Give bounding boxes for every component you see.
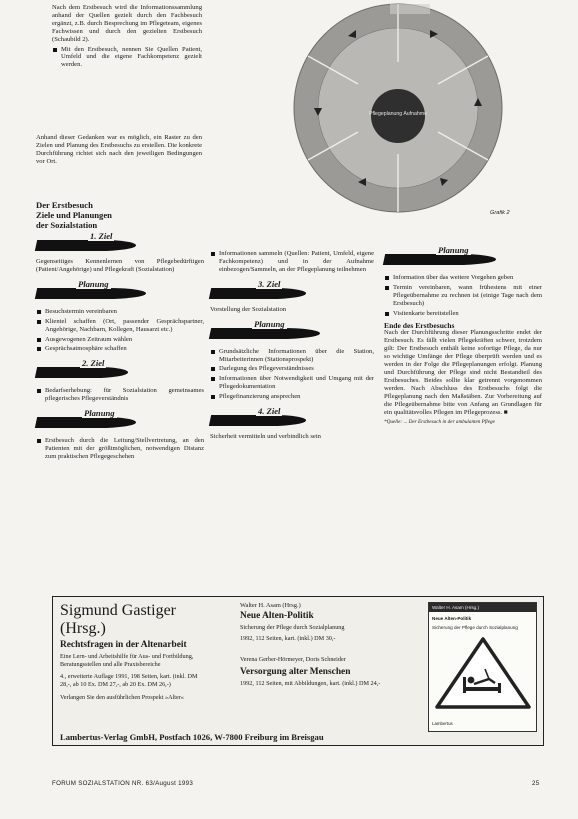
- ende-text-body: Nach der Durchführung dieser Planungsschritte endet der Erstbesuch. Es fällt vielen Pflegekräften schwer, trotzdem gilt: Der Erstbesuch enthält keine sofortige Pflege, da nur so wichtige Umfänge der Pflege überprüft werden und es werden in der Folge die Pflegeplanungen erfolgt. Planung und Durchführung der Pflege sind nicht Bestandteil des Erstbesuches. Beides sollte klar getrennt vorgenommen werden. Nach Abschluss des Erstbesuchs folgt die Pflegeplanung nach den Maßstäben. Zur Vorbereitung auf die Pflegeübernahme bitte von Anfang an Grundlagen für ein qualitätsvolles Pflegen im Pflegeprozess.: [384, 329, 542, 416]
- end-mark: ■: [503, 408, 508, 416]
- ziel-2-item: Bedarfserhebung: für Sozialstation gemeinsames pflegerisches Pflegeverständnis: [36, 387, 204, 403]
- ad-3-price: 1992, 112 Seiten, mit Abbildungen, kart. (inkl.) DM 24,-: [240, 679, 381, 687]
- ende-heading: Ende des Erstbesuchs: [384, 320, 455, 330]
- intro-bullet: Mit den Erstbesuch, nennen Sie Quellen Patient, Umfeld und die eigene Fachkompetenz gezielt werden.: [52, 46, 202, 70]
- ziel-2-brush-heading: [36, 358, 128, 379]
- warning-sign-bed-icon: [429, 633, 536, 713]
- ad-2-title: Neue Alten-Politik: [240, 611, 314, 621]
- ad-3-title: Versorgung alter Menschen: [240, 666, 351, 677]
- planung-4-item: Visitenkarte bereitstellen: [384, 310, 542, 318]
- planung-2-list: [36, 437, 204, 461]
- planung-3-list: [210, 348, 374, 401]
- ziel-4-text: Sicherheit vermitteln und verbindlich sein: [210, 433, 321, 441]
- diagram-caption: Grafik 2: [490, 210, 510, 216]
- planung-2-brush-heading: [36, 408, 136, 429]
- ziel-4-brush-heading: [210, 406, 306, 427]
- planung-3-brush-heading: [210, 318, 320, 340]
- intro-section: [52, 4, 202, 71]
- ad-3-authors: Verena Gerber-Hörmeyer, Doris Schneider: [240, 656, 346, 664]
- ad-1-order-note: Verlangen Sie den ausführlichen Prospekt »Alter«: [60, 694, 184, 702]
- ad-1-title: Rechtsfragen in der Altenarbeit: [60, 640, 187, 650]
- planung-4-item: Termin vereinbaren, wann frühestens mit einer Pflegeübernahme zu rechnen ist (einige Tage nach dem Erstbesuch): [384, 284, 542, 308]
- intro-paragraph-2: Anhand dieser Gedanken war es möglich, ein Raster zu den Zielen und Planung des Erstbesuchs zu erstellen. Die konkrete Durchführung richtet sich nach den jeweiligen Bedingungen vor Ort.: [36, 134, 202, 165]
- planung-3-label: Planung: [254, 318, 285, 329]
- planung-1-item: Besuchstermin vereinbaren: [36, 308, 204, 316]
- planung-3-item: Grundsätzliche Informationen über die Station, Mitarbeiterinnen (Stationsprospekt): [210, 348, 374, 364]
- ad-1-edition: 4., erweiterte Auflage 1991, 198 Seiten, kart. (inkl. DM 28,-, ab 10 Ex. DM 27,-, ab 20 Ex. DM 26,-): [60, 673, 198, 688]
- ziel-2-label: 2. Ziel: [82, 358, 105, 369]
- intro-paragraph-1: Nach dem Erstbesuch wird die Informationssammlung anhand der Quellen gezielt durch den Fachbesuch ergänzt, z.B. durch Besprechung im Pflegeteam, eigenes Fachwissen und durch den gezielten Erstbesuch (Schaubild 2).: [52, 4, 202, 43]
- planung-3-item: Informationen über Notwendigkeit und Umgang mit der Pflegedokumentation: [210, 375, 374, 391]
- page-number: 25: [532, 780, 540, 787]
- ende-text: [384, 329, 542, 416]
- ad-book-cover: [428, 602, 537, 732]
- ad-2-price: 1992, 112 Seiten, kart. (inkl.) DM 30,-: [240, 634, 336, 642]
- planung-1-item: Ausgewogenen Zeitraum wählen: [36, 336, 204, 344]
- planung-2-item: Erstbesuch durch die Leitung/Stellvertretung, an den Patienten mit der größtmöglichen, notwendigen Distanz zum praktischen Pflegegeschehen: [36, 437, 204, 461]
- book-cover-subtitle: Sicherung der Pflege durch Sozialplanung: [432, 625, 518, 631]
- ad-2-description: Sicherung der Pflege durch Sozialplanung: [240, 624, 345, 631]
- column-1: [36, 231, 204, 463]
- planung-1-item: Klientel schaffen (Ort, passender Gesprächspartner, Angehörige, Nachbarn, Kollegen, Hausarzt etc.): [36, 318, 204, 334]
- intro-section-2: [36, 134, 202, 166]
- ziel-3-label: 3. Ziel: [258, 278, 281, 289]
- publisher-address: Lambertus-Verlag GmbH, Postfach 1026, W-7800 Freiburg im Breisgau: [60, 732, 324, 742]
- ziel-1-brush-heading: [36, 231, 136, 252]
- ad-1-description: Eine Lern- und Arbeitshilfe für Aus- und Fortbildung, Beratungsstellen und alle Praxisbereiche: [60, 653, 194, 668]
- column-2-item: Informationen sammeln (Quellen: Patient, Umfeld, eigene Fachkompetenz) und in der Aufnahme einbezogen/Sammeln, an der Pflegeplanung teilnehmen: [210, 250, 374, 274]
- book-cover-editor: Walter H. Asam (Hrsg.): [429, 603, 536, 612]
- source-note: *Quelle: ... Der Erstbesuch in der ambulanten Pflege: [384, 419, 495, 426]
- ziel-4-label: 4. Ziel: [258, 406, 281, 417]
- ziel-3-text: Vorstellung der Sozialstation: [210, 305, 287, 313]
- section-heading-line-3: der Sozialstation: [36, 220, 98, 230]
- planung-4-item: Information über das weitere Vorgehen geben: [384, 274, 542, 282]
- ad-1-editor: Sigmund Gastiger (Hrsg.): [60, 602, 176, 637]
- planung-4-brush-heading: [384, 245, 496, 266]
- ad-book-2: [240, 602, 420, 687]
- planung-4-label: Planung: [438, 245, 469, 255]
- intro-bullet-list: [52, 46, 202, 70]
- ziel-1-label: 1. Ziel: [90, 231, 113, 241]
- ad-book-1: [60, 602, 210, 702]
- column-2-top-list: [210, 250, 374, 274]
- planung-3-item: Darlegung des Pflegeverständnisses: [210, 365, 374, 373]
- ad-2-editor: Walter H. Asam (Hrsg.): [240, 602, 301, 609]
- diagram-center-label: Pflegeplanung Aufnahme: [369, 111, 427, 117]
- planung-2-label: Planung: [84, 408, 115, 419]
- planung-3-item: Pflegefinanzierung ansprechen: [210, 393, 374, 401]
- ziel-1-text: Gegenseitiges Kennenlernen von Pflegebedürftigen (Patient/Angehörige) und Pflegekraft (Sozialstation): [36, 258, 204, 273]
- planung-1-brush-heading: [36, 278, 146, 300]
- diagram-top-label-box: [390, 4, 430, 14]
- ziel-2-list: [36, 387, 204, 403]
- planung-1-label: Planung: [78, 278, 109, 289]
- planung-4-list: [384, 274, 542, 318]
- ziel-3-brush-heading: [210, 278, 306, 300]
- planung-1-item: Gesprächsatmosphäre schaffen: [36, 345, 204, 353]
- footer-journal-info: FORUM SOZIALSTATION NR. 63/August 1993: [52, 780, 194, 787]
- book-cover-title: Neue Alten-Politik: [432, 616, 472, 621]
- planning-cycle-diagram: [280, 2, 516, 214]
- column-2: [210, 250, 374, 441]
- book-cover-publisher: Lambertus: [432, 720, 453, 726]
- section-heading: [36, 200, 206, 230]
- section-heading-line-1: Der Erstbesuch: [36, 200, 93, 210]
- section-heading-line-2: Ziele und Planungen: [36, 210, 112, 220]
- planung-1-list: [36, 308, 204, 354]
- column-3: [384, 245, 542, 426]
